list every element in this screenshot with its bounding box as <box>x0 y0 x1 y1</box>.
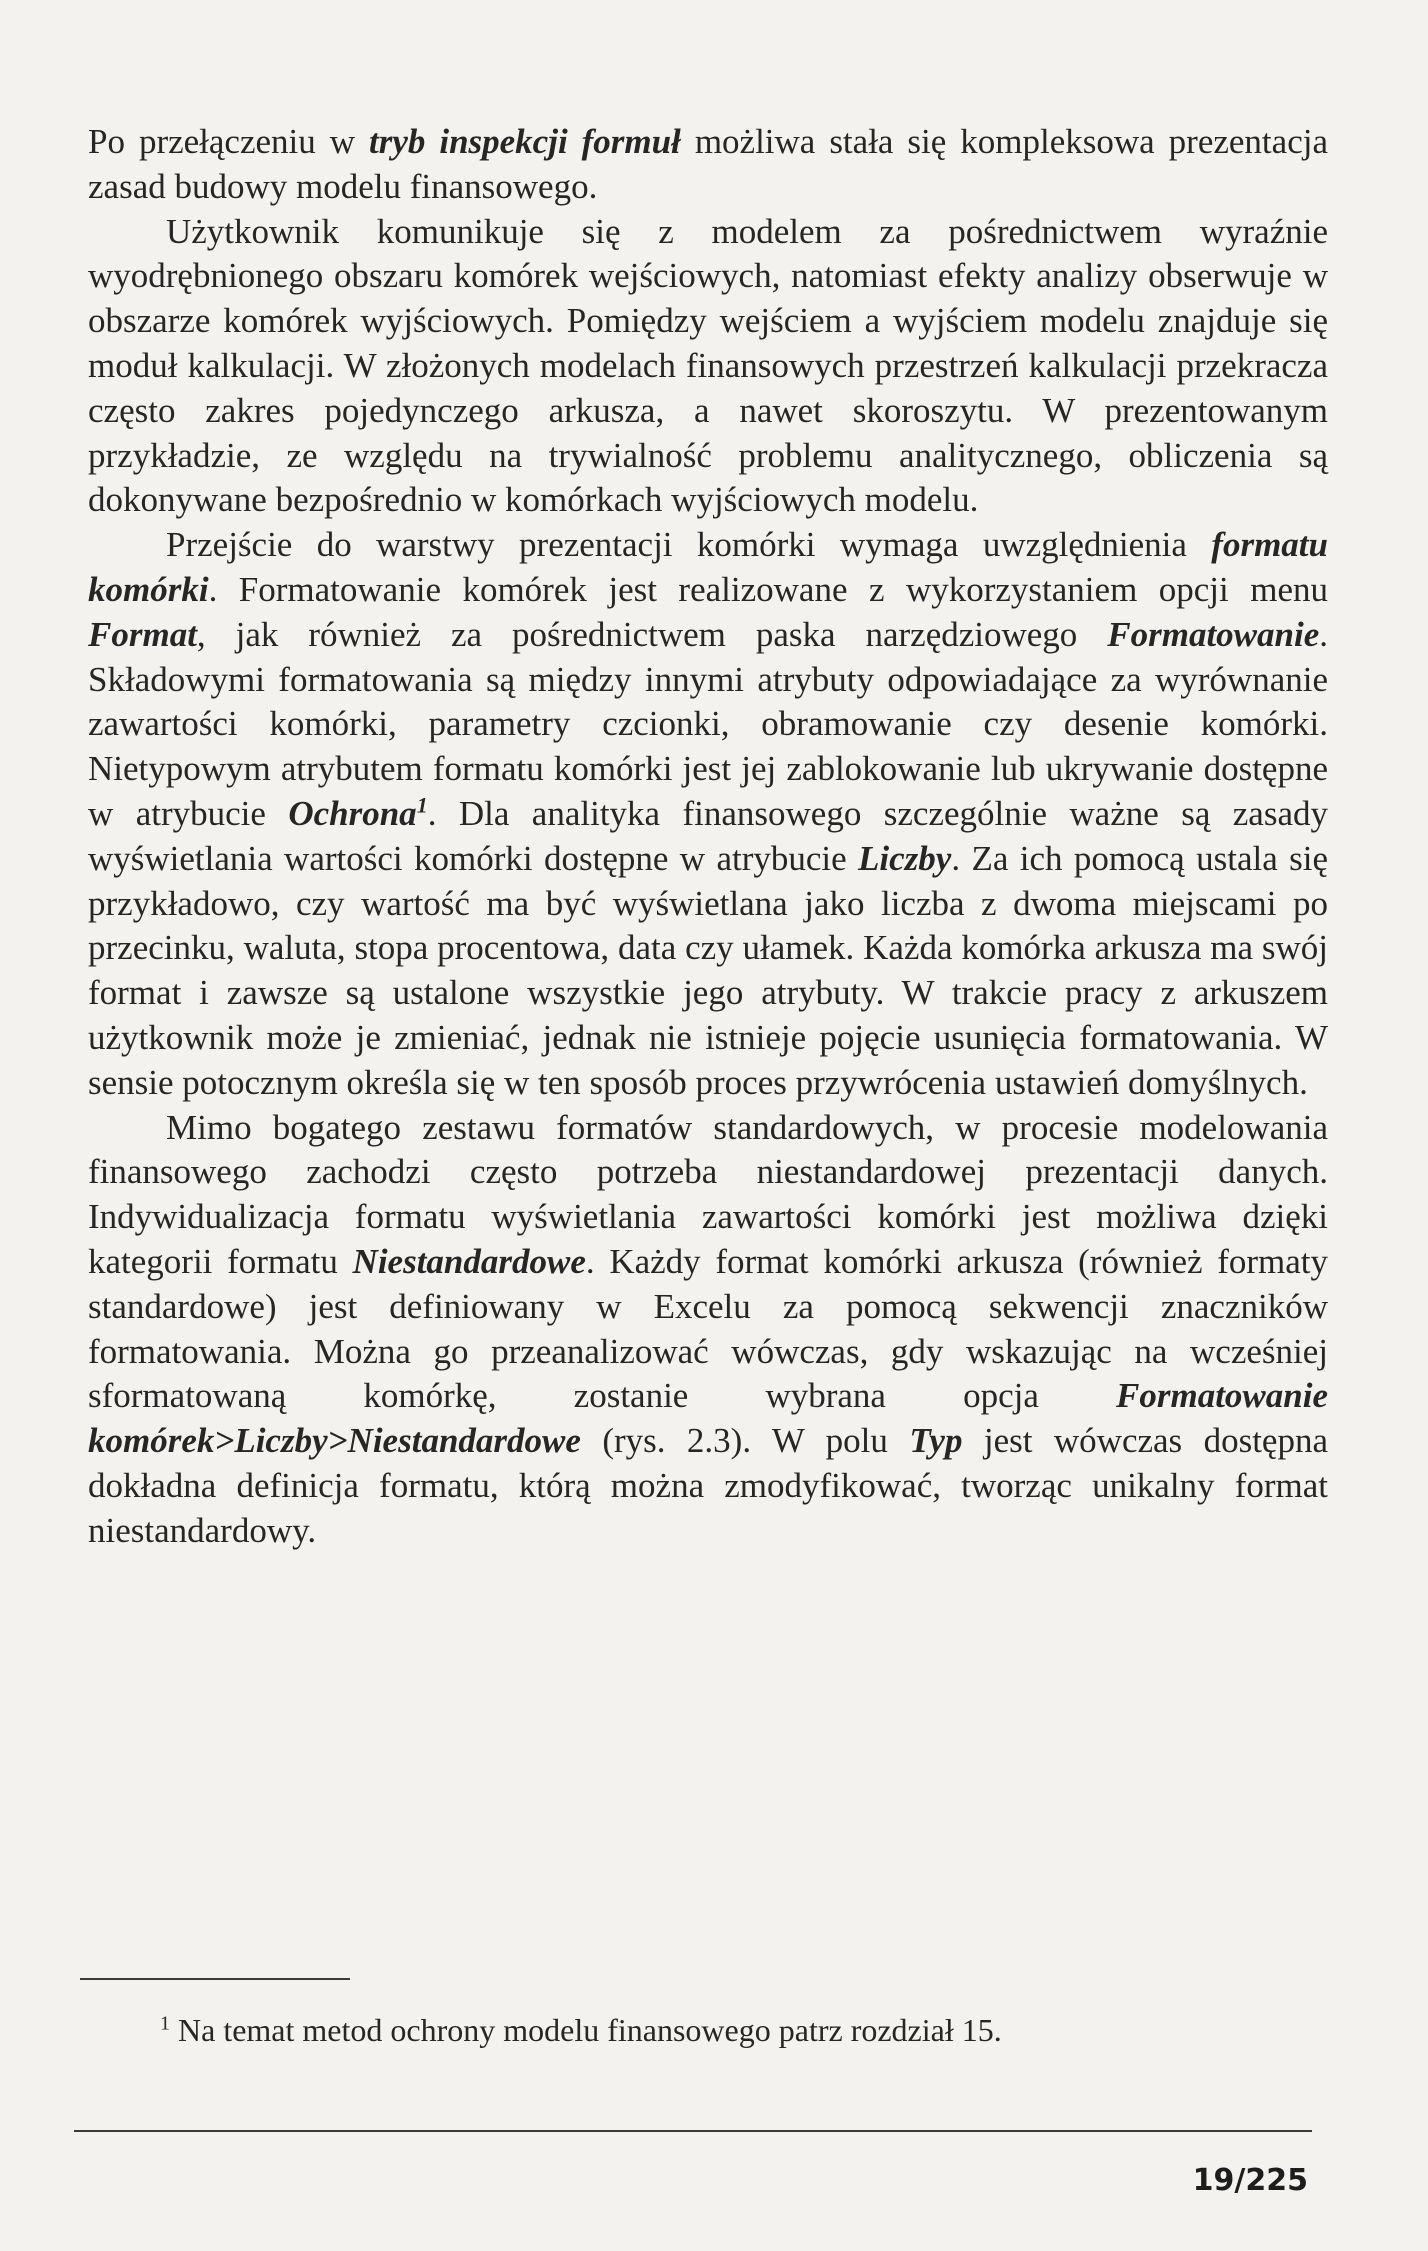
emphasized-term: Typ <box>909 1421 963 1461</box>
text-run: Mimo bogatego zestawu formatów standardowych, w procesie modelowania finansowego zachodzi często potrzeba niestandardowej prezentacji danych. Indywidualizacja formatu wyświetlania zawartości komórki jest możliwa dzięki kategorii formatu <box>88 1107 1328 1281</box>
footnote-text: Na temat metod ochrony modelu finansowego patrz rozdział 15. <box>178 2012 1002 2048</box>
text-run: możliwa stała się kompleksowa prezentacja zasad budowy modelu finansowego. <box>88 122 1328 206</box>
emphasized-term: tryb inspekcji formuł <box>368 122 681 161</box>
page-number: 19/225 <box>1192 2163 1308 2198</box>
text-run: jest wówczas dostępna dokładna definicja formatu, którą można zmodyfikować, tworząc unikalny format niestandardowy. <box>88 1421 1328 1550</box>
emphasized-term: Liczby <box>858 838 952 878</box>
paragraph-4 <box>88 1106 1328 1554</box>
text-run: . Za ich pomocą ustala się przykładowo, czy wartość ma być wyświetlana jako liczba z dwoma miejscami po przecinku, waluta, stopa procentowa, data czy ułamek. Każda komórka arkusza ma swój format i zawsze są ustalone wszystkie jego atrybuty. W trakcie pracy z arkuszem użytkownik może je zmieniać, jednak nie istnieje pojęcie usunięcia formatowania. W sensie potocznym określa się w ten sposób proces przywrócenia ustawień domyślnych. <box>88 838 1328 1102</box>
text-run: . Składowymi formatowania są między innymi atrybuty odpowiadające za wyrównanie zawartości komórki, parametry czcionki, obramowanie czy desenie komórki. Nietypowym atrybutem formatu komórki jest jej zablokowanie lub ukrywanie dostępne w atrybucie <box>88 614 1328 833</box>
paragraph-1 <box>88 120 1328 210</box>
paragraph-3 <box>88 523 1328 1105</box>
emphasized-term: Formatowanie komórek>Liczby>Niestandardowe <box>88 1376 1328 1461</box>
footnote-separator <box>80 1978 350 1980</box>
emphasized-term: formatu komórki <box>88 525 1328 609</box>
emphasized-term: Niestandardowe <box>352 1241 586 1281</box>
paragraph-2 <box>88 210 1328 524</box>
text-run: . Formatowanie komórek jest realizowane z wykorzystaniem opcji menu <box>208 569 1328 609</box>
text-run: Użytkownik komunikuje się z modelem za pośrednictwem wyraźnie wyodrębnionego obszaru komórek wejściowych, natomiast efekty analizy obserwuje w obszarze komórek wyjściowych. Pomiędzy wejściem a wyjściem modelu znajduje się moduł kalkulacji. W złożonych modelach finansowych przestrzeń kalkulacji przekracza często zakres pojedynczego arkusza, a nawet skoroszytu. W prezentowanym przykładzie, ze względu na trywialność problemu analitycznego, obliczenia są dokonywane bezpośrednio w komórkach wyjściowych modelu. <box>88 211 1328 520</box>
footnote <box>160 2010 1260 2050</box>
emphasized-term: Formatowanie <box>1107 614 1320 654</box>
bottom-divider <box>74 2130 1312 2132</box>
text-run: . Każdy format komórki arkusza (również formaty standardowe) jest definiowany w Excelu za pomocą sekwencji znaczników formatowania. Można go przeanalizować wówczas, gdy wskazując na wcześniej sformatowaną komórkę, zostanie wybrana opcja <box>88 1241 1328 1416</box>
text-run: Po przełączeniu w <box>88 122 369 161</box>
text-run: . Dla analityka finansowego szczególnie ważne są zasady wyświetlania wartości komórki dostępne w atrybucie <box>88 793 1328 878</box>
emphasized-term: Format <box>88 614 197 654</box>
footnote-reference: 1 <box>416 792 428 818</box>
text-run: (rys. 2.3). W polu <box>580 1421 910 1461</box>
text-run: Przejście do warstwy prezentacji komórki wymaga uwzględnienia <box>166 525 1212 565</box>
text-run: , jak również za pośrednictwem paska narzędziowego <box>196 614 1108 654</box>
footnote-marker: 1 <box>160 2012 170 2035</box>
emphasized-term: Ochrona <box>288 793 417 833</box>
body-text <box>88 120 1328 1554</box>
